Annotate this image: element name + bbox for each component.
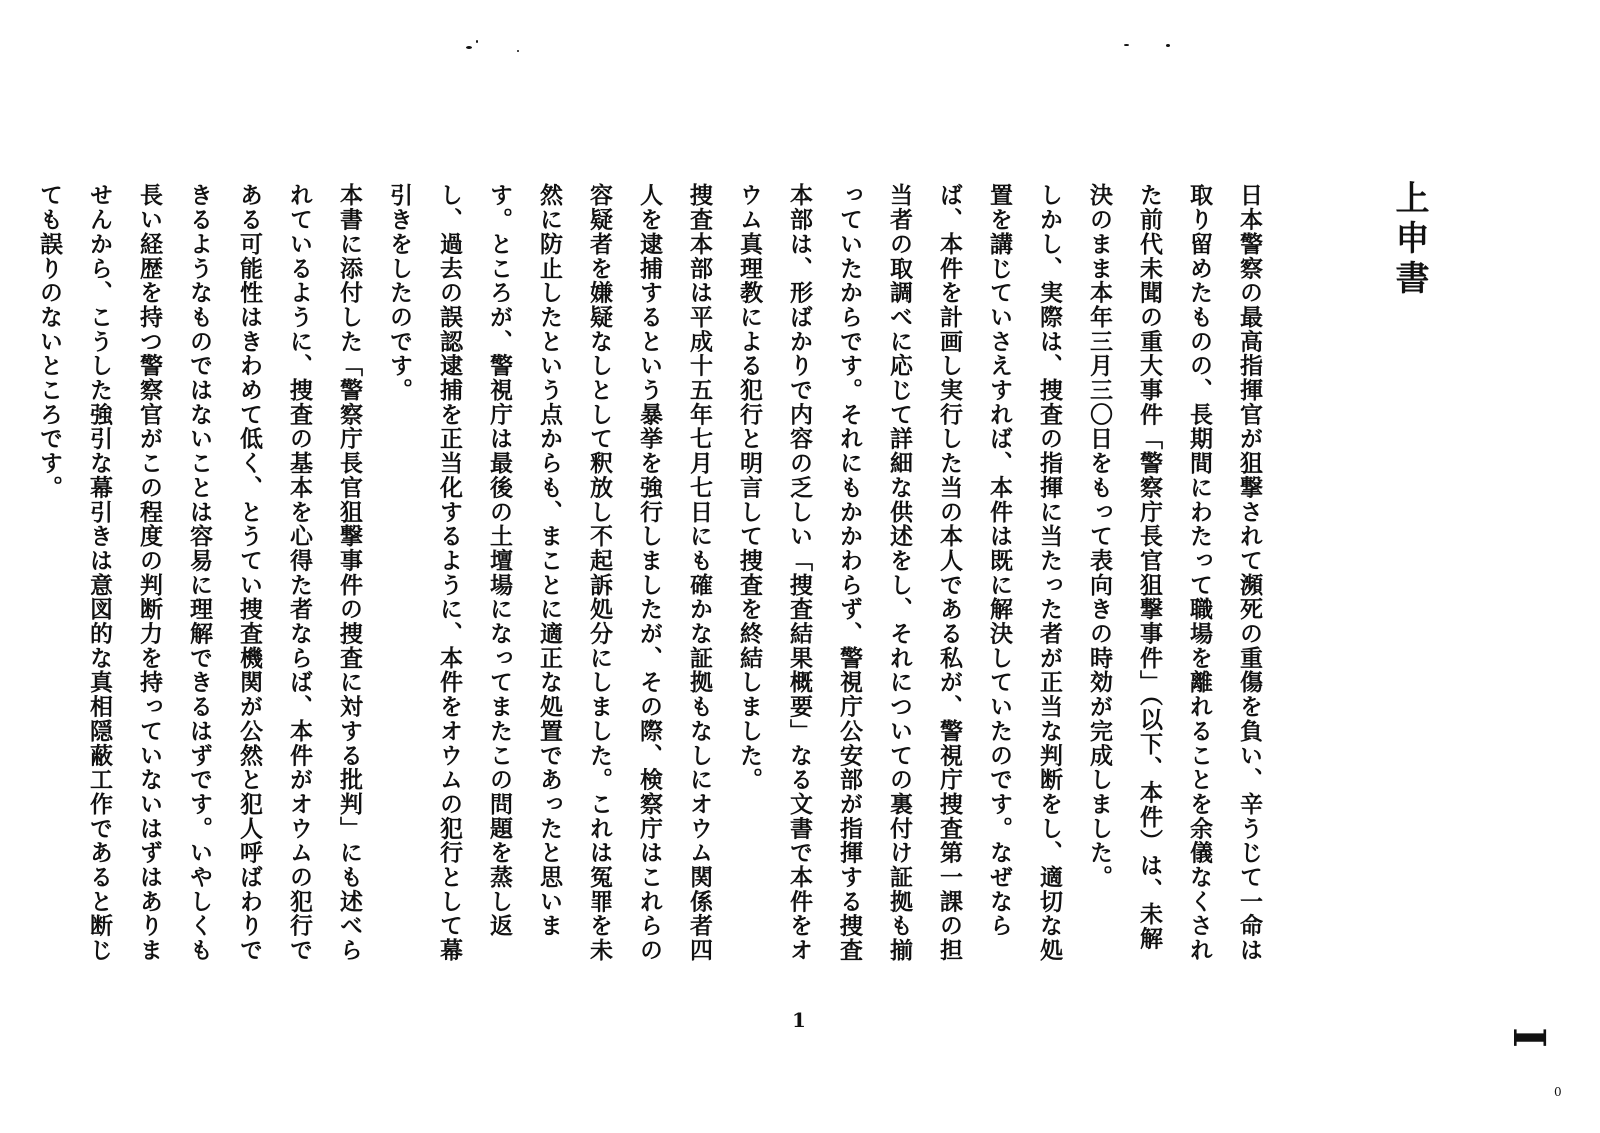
scan-speck xyxy=(476,40,478,43)
scan-speck xyxy=(466,46,472,49)
paragraph: 捜査本部は平成十五年七月七日にも確かな証拠もなしにオウム関係者四人を逮捕するという暴挙を強行しましたが、その際、検察庁はこれらの容疑者を嫌疑なしとして釈放し不起訴処分にしました。これは冤罪を未然に防止したという点からも、まことに適正な処置であったと思います。ところが、警視庁は最後の土壇場になってまたこの問題を蒸し返し、過去の誤認逮捕を正当化するように、本件をオウムの犯行として幕引きをしたのです。 xyxy=(386,183,712,963)
scan-speck xyxy=(1166,44,1170,47)
paragraph: 本書に添付した「警察庁長官狙撃事件の捜査に対する批判」にも述べられているように、捜査の基本を心得た者ならば、本件がオウムの犯行である可能性はきわめて低く、とうてい捜査機関が公然と犯人呼ばわりできるようなものではないことは容易に理解できるはずです。いやしくも長い経歴を持つ警察官がこの程度の判断力を持っていないはずはありませんから、こうした強引な幕引きは意図的な真相隠蔽工作であると断じても誤りのないところです。 xyxy=(36,183,362,963)
scan-speck xyxy=(1124,44,1129,46)
margin-dot: 0 xyxy=(1554,1085,1562,1099)
margin-mark: I xyxy=(1502,1027,1554,1048)
document-body xyxy=(24,183,1274,963)
scan-speck xyxy=(517,50,519,52)
paragraph: 日本警察の最高指揮官が狙撃されて瀕死の重傷を負い、辛うじて一命は取り留めたものの、長期間にわたって職場を離れることを余儀なくされた前代未聞の重大事件「警察庁長官狙撃事件」（以下、本件）は、未解決のまま本年三月三〇日をもって表向きの時効が完成しました。 xyxy=(1086,183,1262,963)
paragraph: しかし、実際は、捜査の指揮に当たった者が正当な判断をし、適切な処置を講じていさえすれば、本件は既に解決していたのです。なぜならば、本件を計画し実行した当の本人である私が、警視庁捜査第一課の担当者の取調べに応じて詳細な供述をし、それについての裏付け証拠も揃っていたからです。それにもかかわらず、警視庁公安部が指揮する捜査本部は、形ばかりで内容の乏しい「捜査結果概要」なる文書で本件をオウム真理教による犯行と明言して捜査を終結しました。 xyxy=(736,183,1062,963)
page-number: 1 xyxy=(792,1008,806,1032)
document-title: 上申書 xyxy=(1389,180,1429,300)
